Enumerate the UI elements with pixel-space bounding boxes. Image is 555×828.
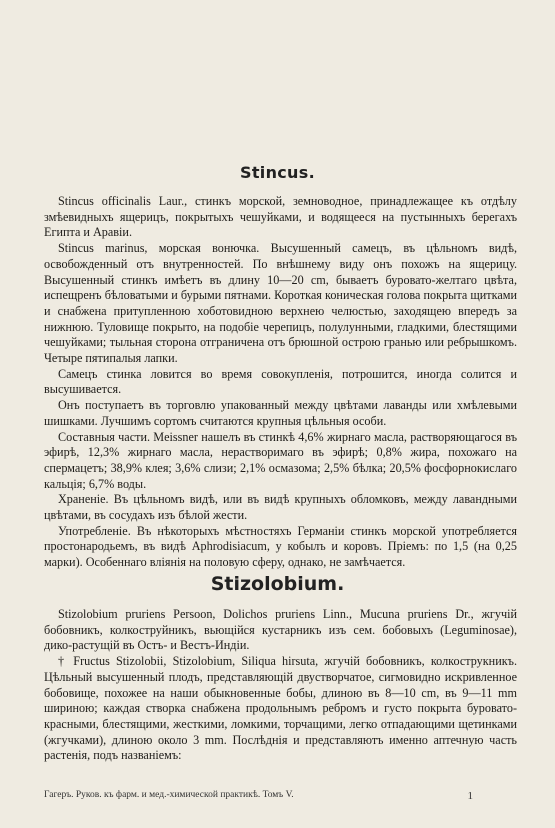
- section-body-stizolobium: [44, 607, 517, 764]
- footer-citation: Гагеръ. Руков. къ фарм. и мед.-химической практикѣ. Томъ V.: [44, 790, 294, 800]
- paragraph: Самецъ стинка ловится во время совокупленія, потрошится, иногда солится и высушивается.: [44, 366, 517, 397]
- paragraph: Употребленіе. Въ нѣкоторыхъ мѣстностяхъ Германіи стинкъ морской употребляется простонародьемъ, въ видѣ Aphrodisiacum, у кобылъ и коровъ. Пріемъ: по 1,5 (на 0,25 марки). Особеннаго вліянія на половую сферу, однако, не замѣчается.: [44, 523, 517, 570]
- paragraph: Составныя части. Meissner нашелъ въ стинкѣ 4,6% жирнаго масла, растворяющагося въ эфирѣ, 12,3% жирнаго масла, нерастворимаго въ эфирѣ; 0,8% жира, похожаго на спермацетъ; 38,9% клея; 3,6% слизи; 2,1% осмазома; 2,5% бѣлка; 20,5% фосфорнокислаго кальція; 6,7% воды.: [44, 429, 517, 491]
- section-title-stincus: Stincus.: [240, 163, 315, 182]
- section-body-stincus: [44, 194, 517, 571]
- paragraph: Храненіе. Въ цѣльномъ видѣ, или въ видѣ крупныхъ обломковъ, между лавандными цвѣтами, въ сосудахъ изъ бѣлой жести.: [44, 492, 517, 523]
- paragraph: Онъ поступаетъ въ торговлю упакованный между цвѣтами лаванды или хмѣлевыми шишками. Лучшимъ сортомъ считаются крупныя цѣльныя особи.: [44, 398, 517, 428]
- paragraph: Stincus officinalis Laur., стинкъ морской, земноводное, принадлежащее къ отдѣлу змѣевидныхъ ящерицъ, покрытыхъ чешуйками, и водящееся на пустынныхъ берегахъ Египта и Аравіи.: [44, 194, 517, 240]
- section-title-stizolobium: Stizolobium.: [210, 573, 345, 595]
- paragraph: Stizolobium pruriens Persoon, Dolichos pruriens Linn., Mucuna pruriens Dr., жгучій бобовникъ, колкоструйникъ, вьющійся кустарникъ изъ сем. бобовыхъ (Leguminosae), дико-растущій въ Остъ- и Вестъ-Индіи.: [44, 607, 517, 653]
- page-number: 1: [467, 790, 473, 802]
- paragraph: † Fructus Stizolobii, Stizolobium, Siliqua hirsuta, жгучій бобовникъ, колкострукникъ. Цѣльный высушенный плодъ, представляющій двустворчатое, сигмовидно искривленное бобовище, похожее на наши обыкновенные бобы, длиною въ 8—10 cm, въ 9—11 mm шириною; каждая створка снабжена продольнымъ ребромъ и густо покрыта буровато-красными, блестящими, жесткими, ломкими, торчащими, легко отпадающими щетинками (жгучками), длиною около 3 mm. Послѣднія и представляютъ именно аптечную часть растенія, подъ названіемъ:: [44, 654, 517, 763]
- paragraph: Stincus marinus, морская вонючка. Высушенный самецъ, въ цѣльномъ видѣ, освобожденный отъ внутренностей. По внѣшнему виду онъ похожъ на ящерицу. Высушенный стинкъ имѣетъ въ длину 10—20 cm, бываетъ буровато-желтаго цвѣта, испещренъ бѣловатыми и бурыми пятнами. Короткая коническая голова покрыта щитками и снабжена притупленною хоботовидною верхнею челюстью, заходящею впередъ за нижнюю. Туловище покрыто, на подобіе черепицъ, полулунными, гладкими, блестящими чешуйками; тыльная сторона отграничена отъ брюшной острою гранью или ребрышкомъ. Четыре пятипалыя лапки.: [44, 241, 517, 366]
